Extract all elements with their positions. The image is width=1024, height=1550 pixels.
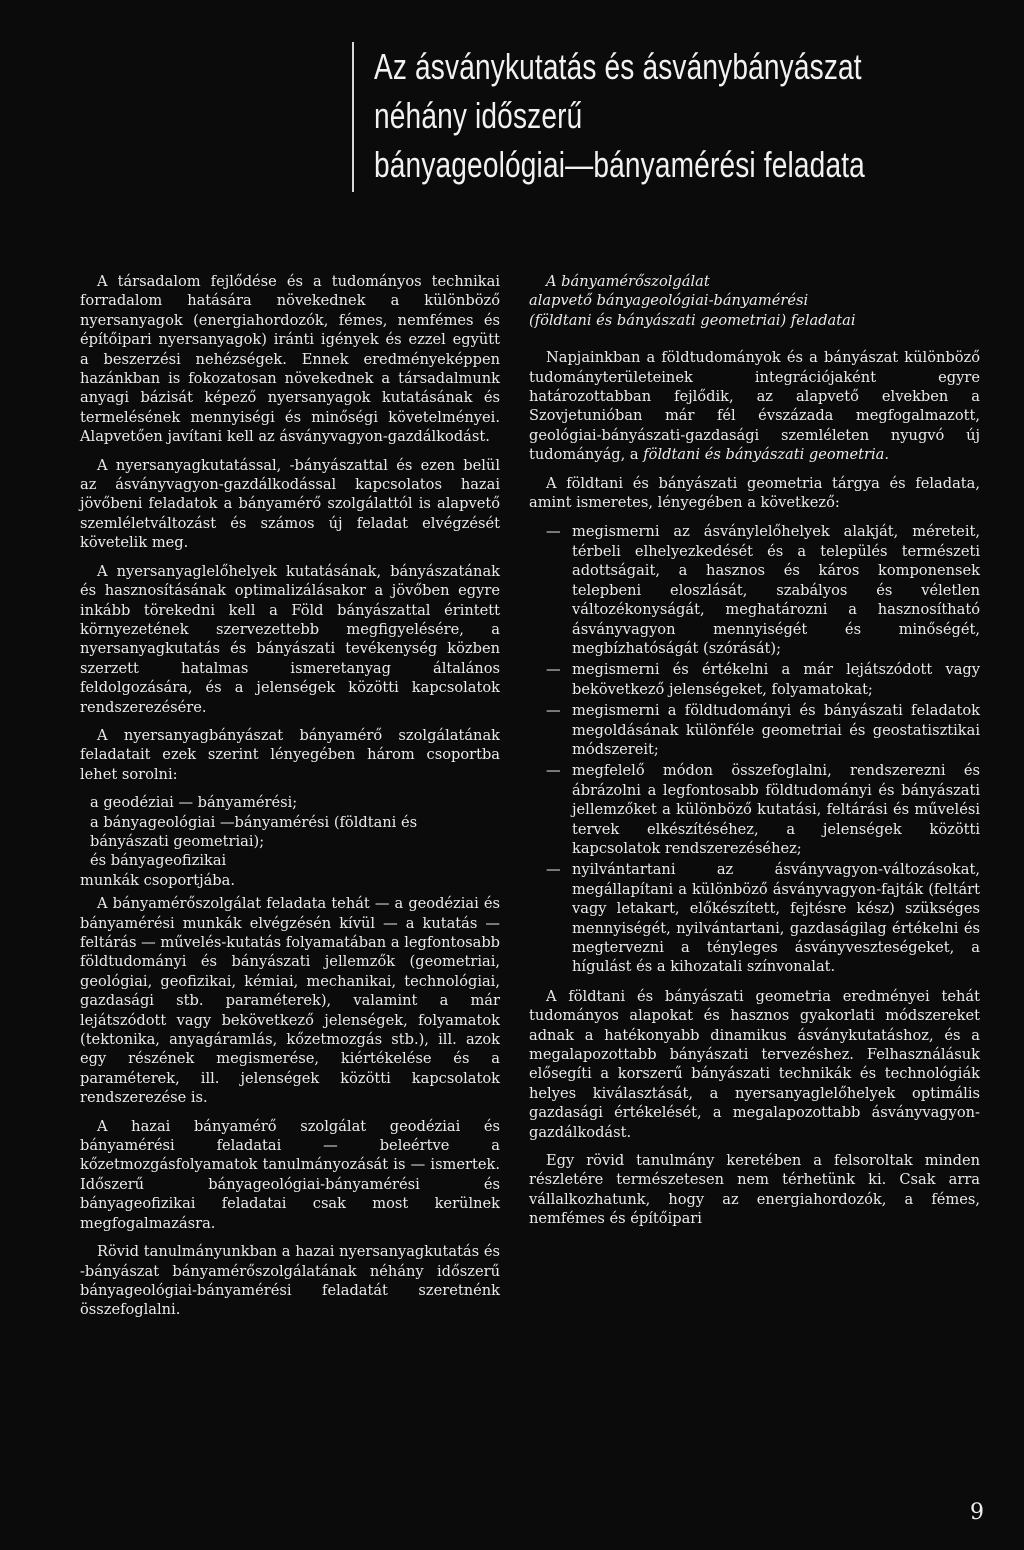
- article-title: [352, 42, 1014, 192]
- list-item: [529, 701, 980, 759]
- list-item-text: megismerni és értékelni a már lejátszódott vagy bekövetkező jelenségeket, folyamatokat;: [572, 661, 980, 698]
- task-list: [529, 522, 980, 976]
- paragraph: A földtani és bányászati geometria tárgya és feladata, amint ismeretes, lényegében a következő:: [529, 474, 980, 512]
- paragraph: Egy rövid tanulmány keretében a felsoroltak minden részletére természetesen nem térhetünk ki. Csak arra vállalkozhatunk, hogy az energiahordozók, a fémes, nemfémes és építőipari: [529, 1152, 980, 1228]
- title-line-2: néhány időszerű: [374, 95, 583, 136]
- page-number: 9: [970, 1500, 984, 1525]
- paragraph: A földtani és bányászati geometria eredményei tehát tudományos alapokat és hasznos gyakorlati módszereket adnak a hatékonyabb dinamikus ásványkutatáshoz, és a megalapozottabb bányászati tervezéshez. Felhasználásuk elősegíti a korszerű bányászati technikák és technológiák helyes kiválasztását, a nyersanyaglelőhelyek optimális gazdasági értékelését, a megalapozottabb ásványvagyon-gazdálkodást.: [529, 987, 980, 1141]
- dash-marker: —: [546, 702, 561, 720]
- dash-marker: —: [546, 661, 561, 679]
- dash-marker: —: [546, 861, 561, 879]
- list-item: [529, 522, 980, 658]
- list-item: [529, 860, 980, 976]
- paragraph: A bányamérőszolgálat feladata tehát — a geodéziai és bányamérési munkák elvégzésén kívül — a kutatás — feltárás — művelés-kutatás folyamatában a legfontosabb földtudományi és bányászati jellemzők (geometriai, geológiai, geofizikai, kémiai, mechanikai, technológiai, gazdasági stb. paraméterek), valamint a már lejátszódott vagy bekövetkező jelenségek, folyamatok (tektonika, anyagáramlás, kőzetmozgás stb.), ill. azok egy részének megismerése, kiértékelése és a paraméterek, ill. jelenségek közötti kapcsolatok rendszerezése is.: [80, 895, 500, 1107]
- right-column: [529, 272, 980, 1238]
- title-line-1: Az ásványkutatás és ásványbányászat: [374, 46, 862, 87]
- task-group-list: [80, 793, 500, 890]
- dash-marker: —: [546, 762, 561, 780]
- list-item: munkák csoportjába.: [80, 871, 235, 889]
- list-item: [529, 761, 980, 858]
- section-heading: [529, 272, 980, 330]
- paragraph: A nyersanyagbányászat bányamérő szolgálatának feladatait ezek szerint lényegében három csoportba lehet sorolni:: [80, 726, 500, 783]
- heading-line: alapvető bányageológiai-bányamérési: [529, 292, 809, 310]
- paragraph: Rövid tanulmányunkban a hazai nyersanyagkutatás és -bányászat bányamérőszolgálatának néhány időszerű bányageológiai-bányamérési feladatát szeretnénk összefoglalni.: [80, 1243, 500, 1319]
- left-column: [80, 272, 500, 1329]
- list-item-text: nyilvántartani az ásványvagyon-változásokat, megállapítani a különböző ásványvagyon-fajták (feltárt vagy letakart, előkészített, fejtésre kész) szükséges mennyiségét, nyilvántartani, gazdaságilag értékelni és megtervezni a tényleges ásványveszteségeket, a hígulást és a kihozatali színvonalat.: [572, 861, 980, 976]
- title-line-3: bányageológiai—bányamérési feladata: [374, 144, 865, 185]
- list-item: [529, 660, 980, 699]
- paragraph: A társadalom fejlődése és a tudományos technikai forradalom hatására növekednek a különböző nyersanyagok (energiahordozók, fémes, nemfémes és építőipari nyersanyagok) iránti igények és ezzel együtt a beszerzési nehézségek. Ennek eredményeképpen hazánkban is fokozatosan növekednek a társadalmunk anyagi bázisát képező nyersanyagok kutatásának és termelésének mennyiségi és minőségi követelményei. Alapvetően javítani kell az ásványvagyon-gazdálkodást.: [80, 273, 500, 446]
- list-item-text: megfelelő módon összefoglalni, rendszerezni és ábrázolni a legfontosabb földtudományi és bányászati jellemzőket a különböző kutatási, feltárási és művelési tervek elkészítéséhez, a jelenségek közötti kapcsolatok rendszerezéséhez;: [572, 762, 980, 857]
- paragraph: A nyersanyaglelőhelyek kutatásának, bányászatának és hasznosításának optimalizálásakor a jövőben egyre inkább törekedni kell a Föld bányászattal érintett környezetének szervezettebb megfigyelésére, a nyersanyagkutatás és bányászati tevékenység közben szerzett hatalmas ismeretanyag általános feldolgozására, és a jelenségek közötti kapcsolatok rendszerezésére.: [80, 562, 500, 716]
- heading-line: A bányamérőszolgálat: [546, 273, 710, 290]
- paragraph: A hazai bányamérő szolgálat geodéziai és bányamérési feladatai — beleértve a kőzetmozgásfolyamatok tanulmányozását is — ismertek. Időszerű bányageológiai-bányamérési és bányageofizikai feladatai csak most kerülnek megfogalmazásra.: [80, 1117, 500, 1232]
- list-item-text: megismerni a földtudományi és bányászati feladatok megoldásának különféle geometriai és geostatisztikai módszereit;: [572, 702, 980, 758]
- paragraph-text: Napjainkban a földtudományok és a bányászat különböző tudományterületeinek integrációjaként egyre határozottabban fejlődik, az alapvető elvekben a Szovjetunióban már fél évszázada megfogalmazott, geológiai-bányászati-gazdasági szemléleten nyugvó új tudományág, a: [529, 349, 980, 464]
- list-item: a geodéziai — bányamérési;: [90, 794, 298, 812]
- list-item-text: megismerni az ásványlelőhelyek alakját, méreteit, térbeli elhelyezkedését és a település természeti adottságait, a hasznos és káros komponensek telepbeni eloszlását, szabályos és véletlen változékonyságát, meghatározni a hasznosítható ásványvagyon mennyiségét és minőségét, megbízhatóságát (szórását);: [572, 523, 980, 657]
- emphasis-text: földtani és bányászati geometria.: [643, 446, 890, 464]
- list-item: és bányageofizikai: [90, 852, 227, 870]
- paragraph: [529, 348, 980, 464]
- list-item: a bányageológiai —bányamérési (földtani és bányászati geometriai);: [90, 813, 418, 850]
- dash-marker: —: [546, 523, 561, 541]
- paragraph: A nyersanyagkutatással, -bányászattal és ezen belül az ásványvagyon-gazdálkodással kapcsolatos hazai jövőbeni feladatok a bányamérő szolgálattól is alapvető szemléletváltozást és számos új feladat elvégzését követelik meg.: [80, 456, 500, 552]
- heading-line: (földtani és bányászati geometriai) feladatai: [529, 311, 856, 329]
